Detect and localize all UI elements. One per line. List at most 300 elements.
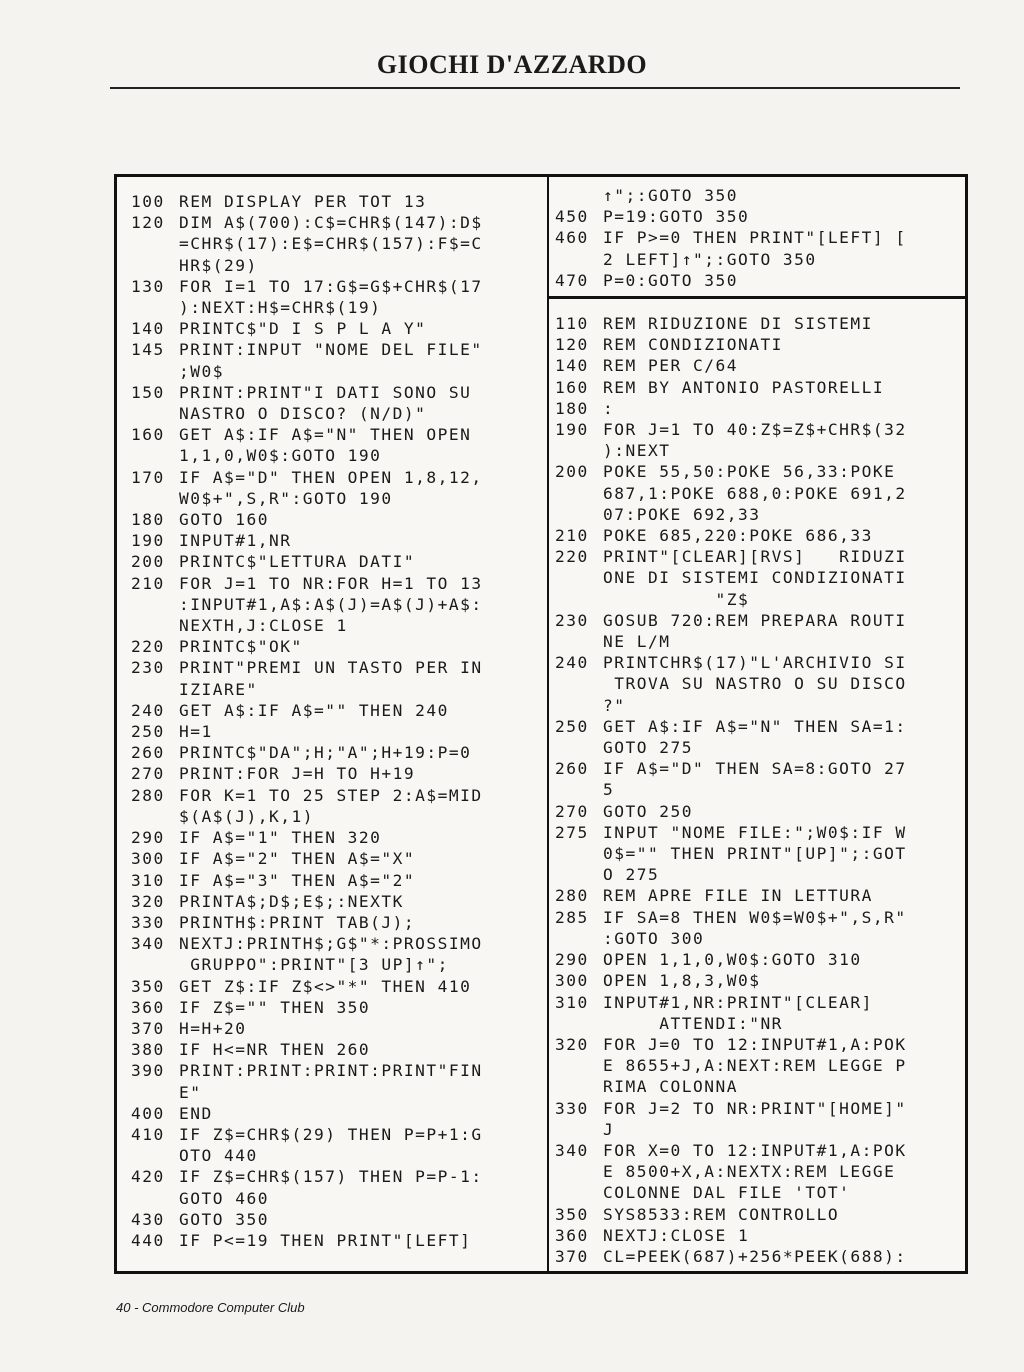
- line-number: [555, 843, 603, 864]
- line-number: 320: [131, 891, 165, 911]
- line-number: 360: [555, 1225, 589, 1245]
- code-text: REM RIDUZIONE DI SISTEMI: [603, 314, 873, 333]
- code-text: :: [603, 398, 615, 418]
- code-text: FOR X=0 TO 12:INPUT#1,A:POK: [603, 1140, 907, 1160]
- code-line: [131, 1039, 483, 1060]
- code-text: "Z$: [603, 589, 750, 609]
- line-number: 320: [555, 1034, 589, 1054]
- code-line: [555, 1182, 907, 1203]
- line-number: 285: [555, 907, 589, 927]
- code-line: [555, 716, 907, 737]
- code-text: POKE 55,50:POKE 56,33:POKE: [603, 462, 896, 482]
- line-number: [131, 594, 179, 615]
- code-line: [555, 1055, 907, 1076]
- code-line: [555, 1034, 907, 1055]
- line-number: 180: [555, 398, 589, 418]
- line-number: [555, 737, 603, 758]
- code-line: [555, 1013, 907, 1034]
- code-line: [555, 313, 907, 334]
- code-line: [131, 1230, 483, 1251]
- code-line: [131, 827, 483, 848]
- line-number: 110: [555, 314, 589, 333]
- line-number: 145: [131, 340, 165, 360]
- code-line: [131, 403, 483, 424]
- line-number: 200: [555, 462, 589, 482]
- line-number: [131, 297, 179, 318]
- code-line: [131, 1209, 483, 1230]
- code-text: ↑";:GOTO 350: [603, 186, 738, 205]
- code-line: [555, 206, 907, 227]
- code-line: [131, 488, 483, 509]
- line-number: 160: [131, 425, 165, 445]
- code-text: ;W0$: [179, 361, 224, 381]
- code-line: [555, 1225, 907, 1246]
- code-text: IF A$="1" THEN 320: [179, 828, 382, 848]
- code-text: REM BY ANTONIO PASTORELLI: [603, 377, 885, 397]
- code-line: [555, 843, 907, 864]
- code-line: [555, 567, 907, 588]
- line-number: 340: [555, 1140, 589, 1160]
- code-line: [131, 1145, 483, 1166]
- line-number: 330: [555, 1098, 589, 1118]
- code-text: FOR J=2 TO NR:PRINT"[HOME]": [603, 1098, 907, 1118]
- line-number: [131, 1145, 179, 1166]
- code-line: [131, 933, 483, 954]
- code-line: [555, 779, 907, 800]
- listing-column-right-top: [555, 185, 907, 291]
- line-number: 140: [555, 356, 589, 376]
- code-line: [555, 864, 907, 885]
- code-text: IF Z$="" THEN 350: [179, 997, 371, 1017]
- line-number: 340: [131, 934, 165, 954]
- line-number: 190: [555, 420, 589, 440]
- code-text: H=H+20: [179, 1018, 247, 1038]
- line-number: 150: [131, 382, 165, 402]
- code-line: [131, 255, 483, 276]
- line-number: 230: [131, 658, 165, 678]
- line-number: [131, 361, 179, 382]
- line-number: 240: [131, 700, 165, 720]
- line-number: [131, 488, 179, 509]
- line-number: [555, 504, 603, 525]
- line-number: 310: [131, 870, 165, 890]
- code-text: PRINT:PRINT:PRINT:PRINT"FIN: [179, 1061, 483, 1081]
- code-text: GOTO 275: [603, 738, 693, 758]
- line-number: 140: [131, 319, 165, 339]
- code-text: 2 LEFT]↑";:GOTO 350: [603, 249, 817, 269]
- listing-column-right-bottom: [555, 313, 907, 1267]
- code-line: [131, 1060, 483, 1081]
- line-number: [555, 1182, 603, 1203]
- code-text: PRINTC$"LETTURA DATI": [179, 552, 416, 572]
- line-number: 310: [555, 992, 589, 1012]
- code-text: GET A$:IF A$="N" THEN OPEN: [179, 425, 472, 445]
- line-number: 210: [131, 573, 165, 593]
- code-text: FOR J=1 TO NR:FOR H=1 TO 13: [179, 573, 483, 593]
- line-number: 260: [555, 759, 589, 779]
- line-number: [555, 483, 603, 504]
- code-text: REM DISPLAY PER TOT 13: [179, 192, 427, 211]
- code-text: GOTO 350: [179, 1209, 269, 1229]
- code-line: [131, 976, 483, 997]
- line-number: [555, 567, 603, 588]
- line-number: [131, 1082, 179, 1103]
- code-line: [131, 1166, 483, 1187]
- line-number: [555, 1076, 603, 1097]
- line-number: 370: [131, 1018, 165, 1038]
- code-text: NE L/M: [603, 632, 671, 652]
- code-text: IF A$="D" THEN OPEN 1,8,12,: [179, 467, 483, 487]
- line-number: 280: [131, 785, 165, 805]
- code-text: REM PER C/64: [603, 356, 738, 376]
- code-line: [555, 737, 907, 758]
- code-line: [131, 1018, 483, 1039]
- code-text: PRINTCHR$(17)"L'ARCHIVIO SI: [603, 653, 907, 673]
- listing-separator-rule: [547, 296, 965, 299]
- code-line: [131, 573, 483, 594]
- code-line: [555, 652, 907, 673]
- line-number: 300: [555, 971, 589, 991]
- code-text: H=1: [179, 722, 213, 742]
- code-text: OPEN 1,1,0,W0$:GOTO 310: [603, 950, 862, 970]
- code-line: [131, 721, 483, 742]
- code-text: J: [603, 1119, 615, 1139]
- code-text: ATTENDI:"NR: [603, 1013, 783, 1033]
- page-title: GIOCHI D'AZZARDO: [376, 50, 648, 79]
- line-number: 360: [131, 997, 165, 1017]
- code-text: GET A$:IF A$="N" THEN SA=1:: [603, 716, 907, 736]
- line-number: [131, 615, 179, 636]
- line-number: 240: [555, 653, 589, 673]
- code-text: PRINTC$"D I S P L A Y": [179, 319, 427, 339]
- line-number: 220: [131, 637, 165, 657]
- line-number: 380: [131, 1040, 165, 1060]
- code-line: [131, 509, 483, 530]
- code-text: GOSUB 720:REM PREPARA ROUTI: [603, 610, 907, 630]
- header-rule: [110, 87, 960, 89]
- line-number: 420: [131, 1167, 165, 1187]
- code-text: ):NEXT:H$=CHR$(19): [179, 298, 382, 318]
- code-text: INPUT "NOME FILE:";W0$:IF W: [603, 822, 907, 842]
- code-text: 0$="" THEN PRINT"[UP]";:GOT: [603, 844, 907, 864]
- line-number: [555, 779, 603, 800]
- code-line: [131, 551, 483, 572]
- code-text: GOTO 160: [179, 510, 269, 530]
- code-text: 687,1:POKE 688,0:POKE 691,2: [603, 483, 907, 503]
- code-line: [131, 276, 483, 297]
- code-line: [131, 339, 483, 360]
- code-line: [555, 992, 907, 1013]
- code-line: [131, 742, 483, 763]
- code-line: [555, 440, 907, 461]
- code-line: [555, 461, 907, 482]
- code-text: IF Z$=CHR$(157) THEN P=P-1:: [179, 1167, 483, 1187]
- code-line: [555, 504, 907, 525]
- line-number: [555, 1119, 603, 1140]
- code-text: POKE 685,220:POKE 686,33: [603, 526, 873, 546]
- code-text: =CHR$(17):E$=CHR$(157):F$=C: [179, 234, 483, 254]
- code-text: E": [179, 1082, 202, 1102]
- code-text: GOTO 460: [179, 1188, 269, 1208]
- code-line: [555, 801, 907, 822]
- code-text: P=0:GOTO 350: [603, 270, 738, 290]
- code-text: FOR K=1 TO 25 STEP 2:A$=MID: [179, 785, 483, 805]
- line-number: [555, 1055, 603, 1076]
- code-text: W0$+",S,R":GOTO 190: [179, 488, 393, 508]
- code-text: O 275: [603, 865, 660, 885]
- code-text: NEXTH,J:CLOSE 1: [179, 616, 348, 636]
- line-number: [555, 440, 603, 461]
- code-text: GOTO 250: [603, 801, 693, 821]
- code-text: OTO 440: [179, 1146, 258, 1166]
- code-text: FOR I=1 TO 17:G$=G$+CHR$(17: [179, 276, 483, 296]
- code-line: [131, 1124, 483, 1145]
- code-text: IF A$="3" THEN A$="2": [179, 870, 416, 890]
- code-line: [555, 885, 907, 906]
- line-number: 210: [555, 526, 589, 546]
- code-line: [555, 398, 907, 419]
- code-text: NEXTJ:CLOSE 1: [603, 1225, 750, 1245]
- code-line: [131, 594, 483, 615]
- code-text: INPUT#1,NR: [179, 531, 292, 551]
- code-text: :INPUT#1,A$:A$(J)=A$(J)+A$:: [179, 594, 483, 614]
- line-number: [131, 1188, 179, 1209]
- code-line: [131, 636, 483, 657]
- code-text: E 8500+X,A:NEXTX:REM LEGGE: [603, 1162, 896, 1182]
- code-line: [555, 822, 907, 843]
- code-line: [555, 1076, 907, 1097]
- line-number: [555, 185, 603, 206]
- code-line: [131, 806, 483, 827]
- code-line: [555, 270, 907, 291]
- line-number: 190: [131, 531, 165, 551]
- line-number: 390: [131, 1061, 165, 1081]
- code-line: [555, 1161, 907, 1182]
- line-number: [555, 864, 603, 885]
- code-text: IF P>=0 THEN PRINT"[LEFT] [: [603, 228, 907, 248]
- code-line: [131, 530, 483, 551]
- line-number: 170: [131, 467, 165, 487]
- code-text: PRINTA$;D$;E$;:NEXTK: [179, 891, 404, 911]
- code-text: PRINTH$:PRINT TAB(J);: [179, 912, 416, 932]
- listing-column-left: [131, 191, 483, 1251]
- line-number: 430: [131, 1209, 165, 1229]
- code-text: PRINT"[CLEAR][RVS] RIDUZI: [603, 547, 907, 567]
- line-number: [555, 1161, 603, 1182]
- code-text: IF SA=8 THEN W0$=W0$+",S,R": [603, 907, 907, 927]
- code-line: [131, 954, 483, 975]
- code-line: [131, 891, 483, 912]
- code-line: [555, 970, 907, 991]
- code-text: GRUPPO":PRINT"[3 UP]↑";: [179, 955, 449, 975]
- line-number: 410: [131, 1124, 165, 1144]
- line-number: 130: [131, 276, 165, 296]
- code-line: [131, 318, 483, 339]
- line-number: [131, 954, 179, 975]
- line-number: [555, 631, 603, 652]
- program-listing-box: [114, 174, 968, 1274]
- code-line: [131, 657, 483, 678]
- code-text: IF A$="D" THEN SA=8:GOTO 27: [603, 759, 907, 779]
- code-line: [131, 233, 483, 254]
- code-text: P=19:GOTO 350: [603, 207, 750, 227]
- code-line: [555, 249, 907, 270]
- code-line: [131, 382, 483, 403]
- line-number: [131, 403, 179, 424]
- line-number: 270: [555, 801, 589, 821]
- line-number: [131, 233, 179, 254]
- code-line: [131, 467, 483, 488]
- line-number: [555, 695, 603, 716]
- code-text: ):NEXT: [603, 441, 671, 461]
- code-line: [131, 700, 483, 721]
- code-text: GET A$:IF A$="" THEN 240: [179, 700, 449, 720]
- line-number: 260: [131, 743, 165, 763]
- code-line: [555, 907, 907, 928]
- code-text: ONE DI SISTEMI CONDIZIONATI: [603, 568, 907, 588]
- code-line: [555, 1098, 907, 1119]
- code-line: [555, 928, 907, 949]
- code-line: [555, 525, 907, 546]
- line-number: 280: [555, 886, 589, 906]
- code-line: [131, 445, 483, 466]
- line-number: [131, 679, 179, 700]
- code-line: [555, 673, 907, 694]
- line-number: 300: [131, 849, 165, 869]
- code-text: IF P<=19 THEN PRINT"[LEFT]: [179, 1230, 472, 1250]
- line-number: [555, 589, 603, 610]
- line-number: 250: [131, 722, 165, 742]
- code-line: [555, 758, 907, 779]
- page-footer: 40 - Commodore Computer Club: [116, 1300, 305, 1315]
- code-line: [555, 419, 907, 440]
- line-number: 450: [555, 207, 589, 227]
- code-text: NEXTJ:PRINTH$;G$"*:PROSSIMO: [179, 934, 483, 954]
- line-number: 230: [555, 610, 589, 630]
- code-line: [131, 361, 483, 382]
- code-text: PRINT:PRINT"I DATI SONO SU: [179, 382, 472, 402]
- code-line: [131, 212, 483, 233]
- code-line: [131, 1082, 483, 1103]
- code-text: IF A$="2" THEN A$="X": [179, 849, 416, 869]
- code-text: TROVA SU NASTRO O SU DISCO: [603, 674, 907, 694]
- line-number: 290: [131, 828, 165, 848]
- line-number: [555, 673, 603, 694]
- code-line: [555, 631, 907, 652]
- code-line: [555, 546, 907, 567]
- line-number: [131, 806, 179, 827]
- code-line: [555, 1246, 907, 1267]
- code-line: [555, 610, 907, 631]
- code-line: [555, 334, 907, 355]
- code-line: [555, 1204, 907, 1225]
- line-number: 160: [555, 377, 589, 397]
- code-line: [131, 785, 483, 806]
- line-number: 350: [131, 976, 165, 996]
- line-number: [131, 255, 179, 276]
- code-line: [555, 1140, 907, 1161]
- code-text: RIMA COLONNA: [603, 1077, 738, 1097]
- line-number: 460: [555, 228, 589, 248]
- code-text: IF H<=NR THEN 260: [179, 1040, 371, 1060]
- code-line: [555, 377, 907, 398]
- line-number: 250: [555, 716, 589, 736]
- code-line: [555, 695, 907, 716]
- line-number: 350: [555, 1204, 589, 1224]
- line-number: 400: [131, 1103, 165, 1123]
- code-text: GET Z$:IF Z$<>"*" THEN 410: [179, 976, 472, 996]
- code-text: IZIARE": [179, 679, 258, 699]
- code-line: [131, 679, 483, 700]
- line-number: 290: [555, 950, 589, 970]
- line-number: [555, 1013, 603, 1034]
- line-number: 180: [131, 510, 165, 530]
- line-number: 330: [131, 912, 165, 932]
- code-text: PRINT:FOR J=H TO H+19: [179, 764, 416, 784]
- code-line: [131, 870, 483, 891]
- code-text: $(A$(J),K,1): [179, 806, 314, 826]
- code-text: ?": [603, 695, 626, 715]
- code-line: [555, 589, 907, 610]
- code-text: 5: [603, 780, 615, 800]
- line-number: 100: [131, 192, 165, 211]
- column-divider: [547, 177, 549, 1271]
- code-line: [131, 912, 483, 933]
- code-line: [555, 227, 907, 248]
- code-text: COLONNE DAL FILE 'TOT': [603, 1183, 851, 1203]
- line-number: 370: [555, 1246, 589, 1266]
- code-text: PRINTC$"OK": [179, 637, 303, 657]
- line-number: [555, 249, 603, 270]
- code-text: END: [179, 1103, 213, 1123]
- code-text: HR$(29): [179, 255, 258, 275]
- code-text: FOR J=1 TO 40:Z$=Z$+CHR$(32: [603, 420, 907, 440]
- code-text: 07:POKE 692,33: [603, 504, 761, 524]
- code-line: [131, 997, 483, 1018]
- code-text: REM CONDIZIONATI: [603, 335, 783, 355]
- code-text: PRINT"PREMI UN TASTO PER IN: [179, 658, 483, 678]
- code-text: PRINTC$"DA";H;"A";H+19:P=0: [179, 743, 472, 763]
- code-line: [131, 191, 483, 212]
- code-text: CL=PEEK(687)+256*PEEK(688):: [603, 1246, 907, 1266]
- code-text: NASTRO O DISCO? (N/D)": [179, 404, 427, 424]
- line-number: 270: [131, 764, 165, 784]
- code-line: [131, 615, 483, 636]
- code-text: INPUT#1,NR:PRINT"[CLEAR]: [603, 992, 873, 1012]
- code-line: [131, 424, 483, 445]
- code-text: :GOTO 300: [603, 928, 705, 948]
- code-line: [131, 297, 483, 318]
- code-line: [555, 355, 907, 376]
- line-number: [555, 928, 603, 949]
- line-number: 470: [555, 270, 589, 290]
- code-text: SYS8533:REM CONTROLLO: [603, 1204, 840, 1224]
- code-text: OPEN 1,8,3,W0$: [603, 971, 761, 991]
- line-number: 120: [555, 335, 589, 355]
- line-number: 440: [131, 1230, 165, 1250]
- code-line: [131, 763, 483, 784]
- code-text: IF Z$=CHR$(29) THEN P=P+1:G: [179, 1124, 483, 1144]
- line-number: 275: [555, 822, 589, 842]
- code-text: 1,1,0,W0$:GOTO 190: [179, 446, 382, 466]
- code-text: E 8655+J,A:NEXT:REM LEGGE P: [603, 1056, 907, 1076]
- code-line: [555, 185, 907, 206]
- code-text: FOR J=0 TO 12:INPUT#1,A:POK: [603, 1034, 907, 1054]
- code-line: [131, 1188, 483, 1209]
- line-number: 200: [131, 552, 165, 572]
- code-text: DIM A$(700):C$=CHR$(147):D$: [179, 213, 483, 233]
- line-number: 120: [131, 213, 165, 233]
